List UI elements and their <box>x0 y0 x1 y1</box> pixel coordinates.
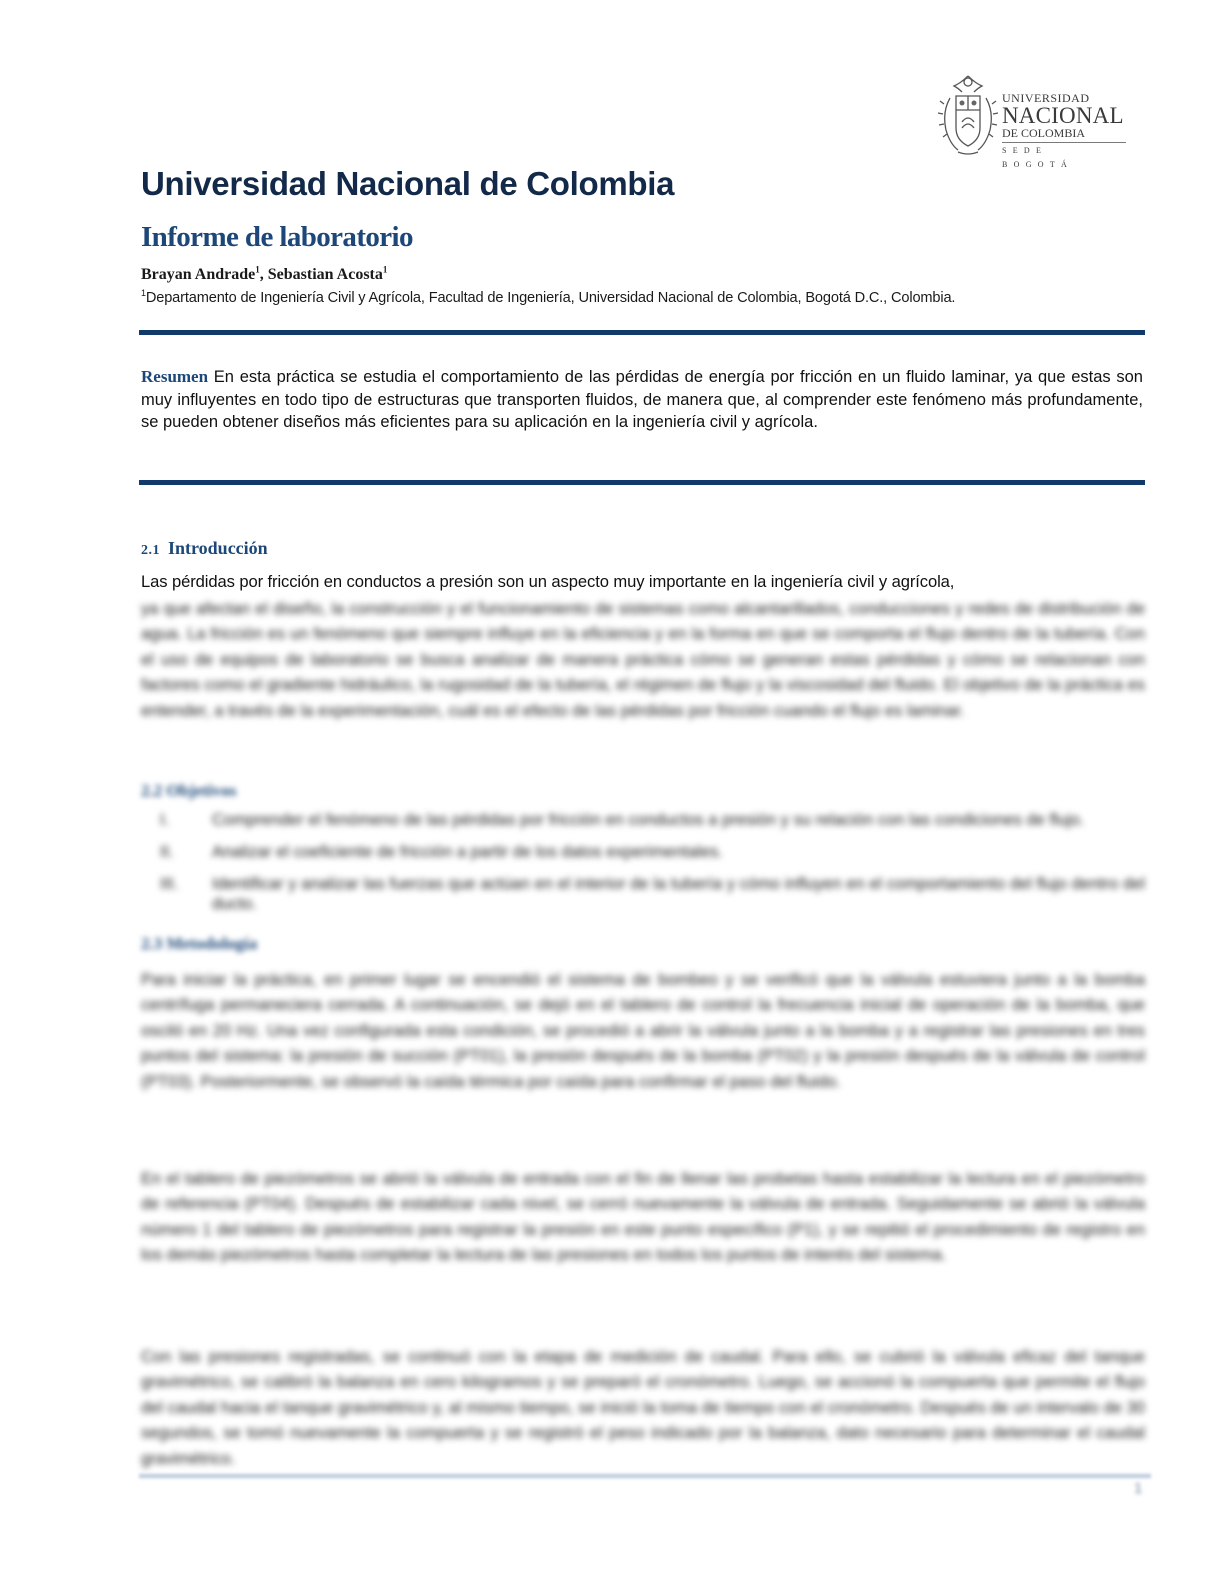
affiliation <box>141 290 955 306</box>
logo-line-nacional: NACIONAL <box>1002 103 1124 128</box>
author-2-affiliation-marker: 1 <box>382 264 388 275</box>
author-2: , Sebastian Acosta <box>259 266 383 283</box>
report-title: Informe de laboratorio <box>141 221 413 253</box>
methodology-paragraph-1: Para iniciar la práctica, en primer lugar se encendió el sistema de bombeo y se verificó que la válvula estuviera junto a la bomba centrífuga permaneciera cerrada. A continuación, se dejó en el tablero de control la frecuencia inicial de operación de la bomba, que osciló en 20 Hz. Una vez configurada esta condición, se procedió a abrir la válvula junto a la bomba y a registrar las presiones en tres puntos del sistema: la presión de succión (PT01), la presión después de la bomba (PT02) y la presión después de la válvula de control (PT03). Posteriormente, se observó la caída térmica por caída para confirmar el paso del fluido. <box>141 971 1145 1091</box>
abstract <box>141 366 1143 434</box>
affiliation-marker: 1 <box>141 288 146 299</box>
university-seal-icon <box>936 72 1000 156</box>
list-item <box>160 810 1145 830</box>
footer-divider <box>139 1474 1151 1478</box>
list-item <box>160 842 1145 862</box>
list-item-text: Comprender el fenómeno de las pérdidas por fricción en conductos a presión y su relación con las condiciones de flujo. <box>212 811 1085 829</box>
logo-line-universidad: UNIVERSIDAD <box>1002 91 1090 105</box>
section-heading-metodologia: 2.3 Metodología <box>141 934 258 953</box>
section-number: 2.1 <box>141 543 160 558</box>
abstract-divider <box>139 480 1145 485</box>
author-1-affiliation-marker: 1 <box>255 264 260 275</box>
methodology-paragraph-2: En el tablero de piezómetros se abrió la válvula de entrada con el fin de llenar las probetas hasta estabilizar la lectura en el piezómetro de referencia (PT04). Después de estabilizar cada nivel, se cerró nuevamente la válvula de entrada. Seguidamente se abrió la válvula número 1 del tablero de piezómetros para registrar la presión en este punto específico (P1), y se repitió el procedimiento de registro en los demás piezómetros hasta completar la lectura de las presiones en todos los puntos de interés del sistema. <box>141 1170 1145 1265</box>
list-item-text: Identificar y analizar las fuerzas que actúan en el interior de la tubería y cómo influyen en el comportamiento del flujo dentro del ducto. <box>212 875 1145 913</box>
intro-paragraph-blurred: ya que afectan el diseño, la construcción y el funcionamiento de sistemas como alcantarillados, conducciones y redes de distribución de agua. La fricción es un fenómeno que siempre influye en la eficiencia y en la forma en que se comporta el flujo dentro de la tubería. Con el uso de equipos de laboratorio se busca analizar de manera práctica cómo se generan estas pérdidas y cómo se relacionan con factores como el gradiente hidráulico, la rugosidad de la tubería, el régimen de flujo y la viscosidad del fluido. El objetivo de la práctica es entender, a través de la experimentación, cuál es el efecto de las pérdidas por fricción cuando el flujo es laminar. <box>141 600 1145 720</box>
affiliation-text: Departamento de Ingeniería Civil y Agrícola, Facultad de Ingeniería, Universidad Nacional de Colombia, Bogotá D.C., Colombia. <box>145 290 956 306</box>
list-item-number: III. <box>160 875 179 893</box>
list-item-number: I. <box>160 811 170 829</box>
abstract-label: Resumen <box>141 367 209 386</box>
intro-first-line: Las pérdidas por fricción en conductos a presión son un aspecto muy importante en la ingeniería civil y agrícola, <box>141 572 955 591</box>
authors <box>141 266 387 284</box>
methodology-paragraph-3: Con las presiones registradas, se continuó con la etapa de medición de caudal. Para ello, se cubrió la válvula eficaz del tanque gravimétrico, se calibró la balanza en cero kilogramos y se preparó el cronómetro. Luego, se accionó la compuerta que permite el flujo del caudal hacia el tanque gravimétrico y, al mismo tiempo, se inició la toma de tiempo con el cronómetro. Después de un intervalo de 30 segundos, se tomó nuevamente la compuerta y se registró el peso indicado por la balanza, dato necesario para determinar el caudal gravimétrico. <box>141 1348 1145 1468</box>
logo-line-sede-bogota: SEDE BOGOTÁ <box>1002 142 1126 172</box>
author-1: Brayan Andrade <box>141 266 256 283</box>
logo-line-de-colombia: DE COLOMBIA <box>1002 126 1085 140</box>
header-divider <box>139 330 1145 335</box>
university-title: Universidad Nacional de Colombia <box>141 165 675 202</box>
university-logo <box>936 72 1136 169</box>
objectives-list <box>160 810 1145 926</box>
list-item-text: Analizar el coeficiente de fricción a partir de los datos experimentales. <box>212 843 723 861</box>
section-heading-objetivos: 2.2 Objetivos <box>141 781 237 800</box>
page-number: 1 <box>1134 1480 1143 1497</box>
list-item <box>160 874 1145 914</box>
section-title: Introducción <box>168 538 268 558</box>
logo-wordmark <box>1002 92 1136 172</box>
section-heading-introduccion <box>141 538 268 559</box>
abstract-text: En esta práctica se estudia el comportamiento de las pérdidas de energía por fricción en un fluido laminar, ya que estas son muy influyentes en todo tipo de estructuras que transporten fluidos, de manera que, al comprender este fenómeno más profundamente, se pueden obtener diseños más eficientes para su aplicación en la ingeniería civil y agrícola. <box>141 368 1143 431</box>
list-item-number: II. <box>160 843 174 861</box>
